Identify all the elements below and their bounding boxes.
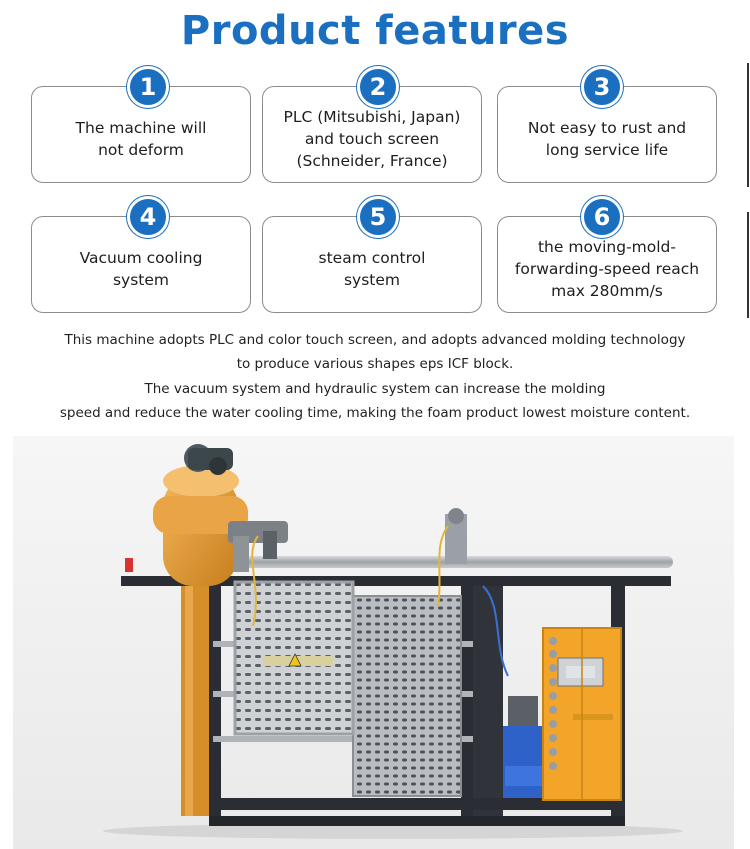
feature-text: Vacuum cooling system <box>79 248 203 289</box>
feature-number-badge: 1 <box>127 66 169 108</box>
feature-text: steam control system <box>318 248 426 289</box>
feature-number-badge: 2 <box>357 66 399 108</box>
description-line-3: The vacuum system and hydraulic system can increase the molding <box>144 381 606 397</box>
description-line-4: speed and reduce the water cooling time, making the foam product lowest moisture content. <box>59 405 691 421</box>
feature-text: PLC (Mitsubishi, Japan) and touch screen (Schneider, France) <box>283 107 461 170</box>
description-line-2: to produce various shapes eps ICF block. <box>236 356 514 372</box>
feature-text: Not easy to rust and long service life <box>527 118 687 159</box>
cropped-card-edge <box>747 63 749 187</box>
machine-photo <box>13 436 734 849</box>
page-title: Product features <box>180 8 570 54</box>
feature-text: the moving-mold- forwarding-speed reach max 280mm/s <box>514 237 700 300</box>
feature-number-badge: 4 <box>127 196 169 238</box>
description-line-1: This machine adopts PLC and color touch screen, and adopts advanced molding technology <box>64 332 686 348</box>
feature-text: The machine will not deform <box>75 118 207 159</box>
feature-number-badge: 6 <box>581 196 623 238</box>
cropped-card-edge <box>747 212 749 318</box>
eps-molding-machine-illustration <box>13 436 734 849</box>
feature-number-badge: 3 <box>581 66 623 108</box>
feature-number-badge: 5 <box>357 196 399 238</box>
